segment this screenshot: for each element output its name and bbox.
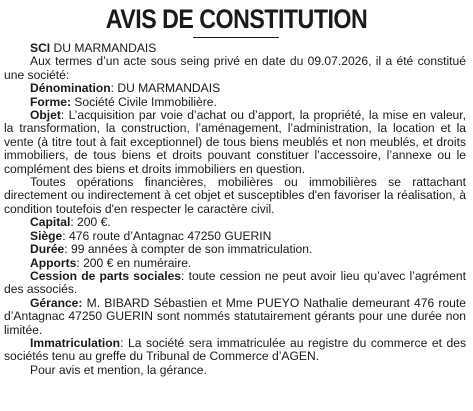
denomination-label: Dénomination: [30, 81, 111, 96]
cession-label: Cession de parts sociales: [30, 268, 182, 283]
gerance-paragraph: [4, 297, 466, 337]
capital-line: [4, 216, 466, 229]
forme-label: Forme:: [30, 94, 71, 109]
objet-value: : L’acquisition par voie d’achat ou d’apport, la propriété, la mise en valeur, la transformation, la construction, l’aménagement, l’administration, la location et la vente (à titre tout à fait exceptionnel) de tous biens meublés et non meublés, et droits immobiliers, de tous biens et droits pouvant constituer l’accessoire, l’annexe ou le complément des biens et droits immobiliers en question.: [4, 108, 466, 176]
cession-paragraph: [4, 270, 466, 297]
immatriculation-paragraph: [4, 337, 466, 364]
forme-value: Société Civile Immobilière.: [71, 94, 217, 109]
cession-value: : toute cession ne peut avoir lieu qu’avec l’agrément des associés.: [4, 268, 466, 297]
company-name: DU MARMANDAIS: [50, 41, 157, 55]
intro-paragraph: Aux termes d’un acte sous seing privé en date du 09.07.2026, il a été constitué une société:: [4, 54, 466, 82]
denomination-line: [4, 82, 466, 95]
apports-value: : 200 € en numéraire.: [76, 255, 192, 270]
immatriculation-value: : La société sera immatriculée au registre du commerce et des sociétés tenu au greffe du Tribunal de Commerce d’AGEN.: [4, 335, 466, 364]
capital-value: : 200 €.: [70, 215, 111, 230]
immatriculation-label: Immatriculation: [30, 335, 121, 350]
apports-label: Apports: [30, 255, 77, 270]
capital-label: Capital: [30, 215, 71, 230]
apports-line: [4, 257, 466, 270]
forme-line: [4, 96, 466, 109]
siege-value: : 476 route d’Antagnac 47250 GUERIN: [62, 228, 272, 243]
duree-value: : 99 années à compter de son immatriculation.: [64, 242, 313, 257]
gerance-label: Gérance:: [30, 295, 83, 310]
operations-paragraph: Toutes opérations financières, mobilières ou immobilières se rattachant directement ou indirectement à cet objet et susceptibles d'en favoriser la réalisation, à condition toutefois d'en respecter le caractère civil.: [4, 175, 466, 216]
denomination-value: : DU MARMANDAIS: [110, 81, 221, 96]
notice-title: AVIS DE CONSTITUTION: [105, 4, 368, 34]
siege-line: [4, 230, 466, 243]
duree-line: [4, 243, 466, 256]
closing-line: Pour avis et mention, la gérance.: [30, 362, 207, 377]
title-underline: [193, 37, 279, 38]
company-line: [4, 42, 466, 55]
objet-paragraph: [4, 109, 466, 176]
gerance-value: M. BIBARD Sébastien et Mme PUEYO Nathalie demeurant 476 route d’Antagnac 47250 GUERIN sont nommés statutairement gérants pour une durée non limitée.: [4, 295, 466, 337]
company-label: SCI: [30, 41, 51, 55]
siege-label: Siège: [30, 228, 63, 243]
notice-body: [4, 42, 466, 377]
objet-label: Objet: [30, 108, 61, 123]
duree-label: Durée: [30, 242, 65, 257]
